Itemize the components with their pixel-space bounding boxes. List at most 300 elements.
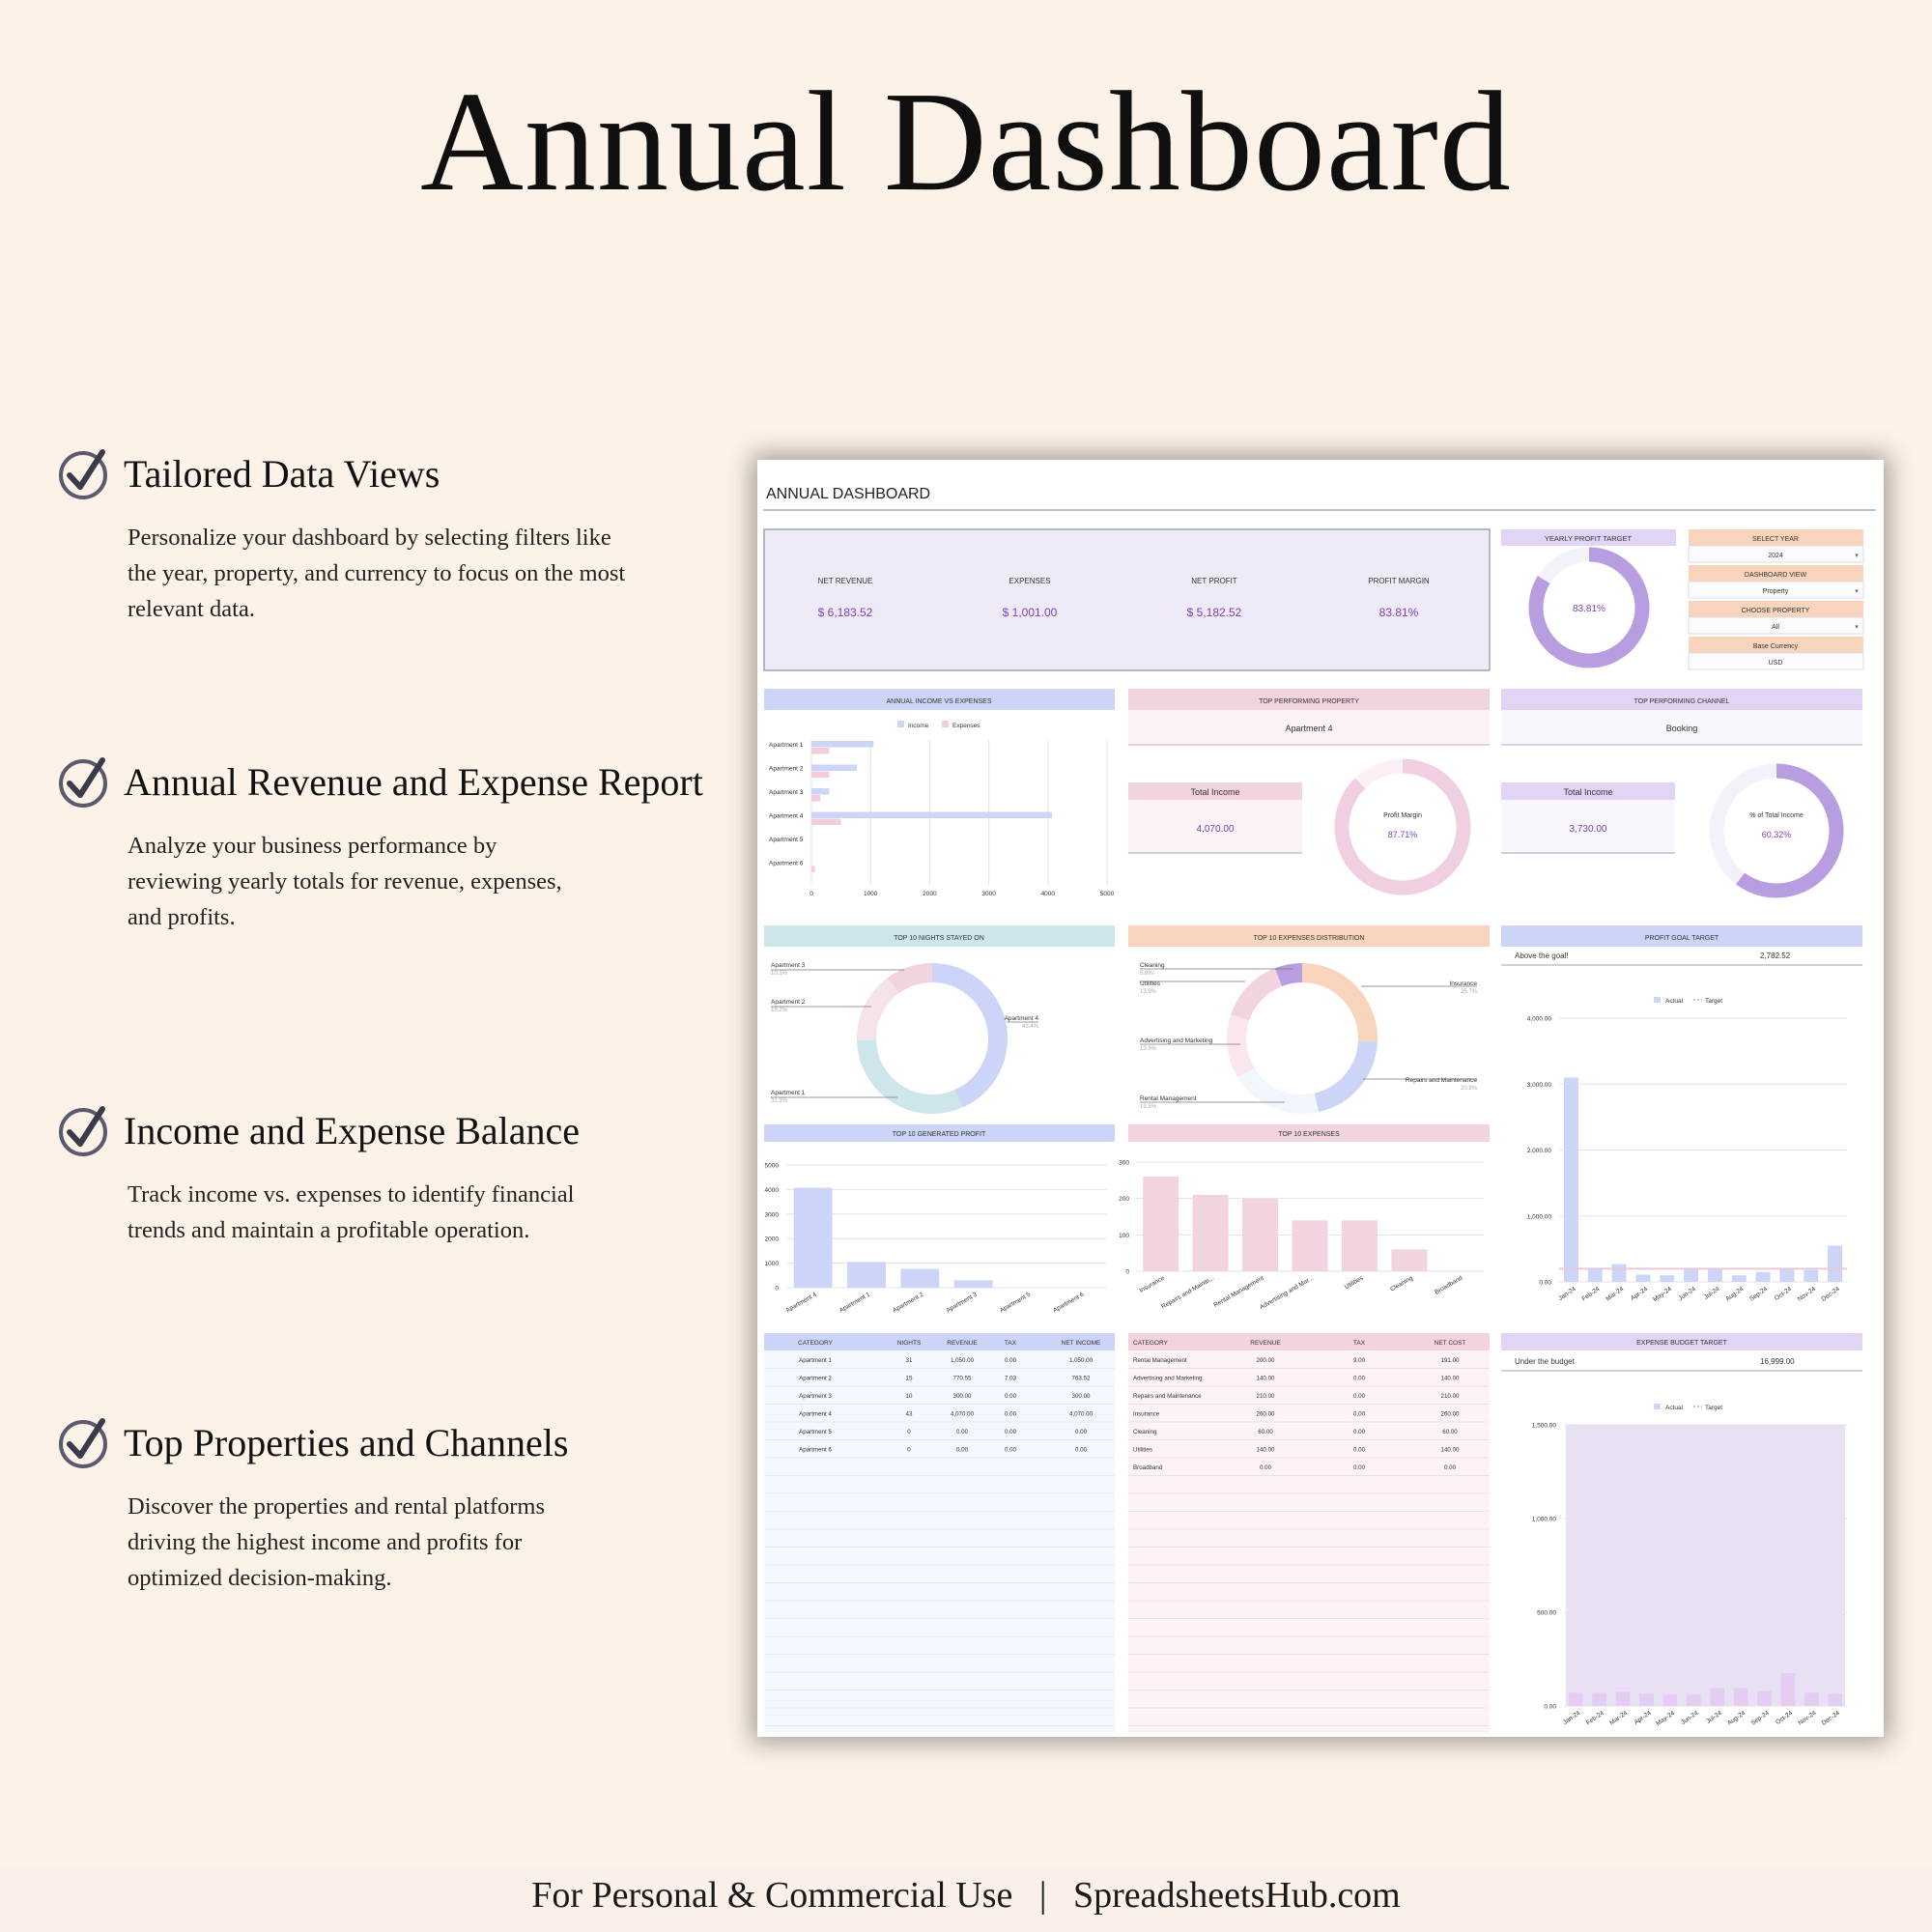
slice-label: Rental Management	[1140, 1095, 1197, 1102]
table-cell: 0.00	[1443, 1464, 1457, 1471]
bar	[811, 765, 857, 772]
slice-label: Utilities	[1140, 980, 1160, 987]
x-tick-label: Rental Management	[1212, 1274, 1265, 1310]
footer-separator: |	[1038, 1875, 1047, 1916]
table-cell: 210.00	[1440, 1393, 1460, 1400]
table-cell: 31	[905, 1357, 913, 1364]
table-cell: 4,070.00	[1068, 1410, 1094, 1418]
table-cell: Rental Management	[1133, 1357, 1187, 1364]
slice-percent: 5.9%	[1140, 971, 1153, 977]
check-circle-icon	[56, 1415, 110, 1469]
filter-value: Property	[1762, 588, 1789, 595]
bar	[1663, 1694, 1678, 1706]
kpi-label: EXPENSES	[1009, 577, 1051, 585]
top-channel-ring-label: % of Total Income	[1749, 812, 1804, 819]
y-tick-label: 2000	[764, 1236, 779, 1243]
legend-label: Expenses	[952, 723, 980, 729]
bar	[1732, 1275, 1747, 1282]
profit-goal-chart	[1527, 997, 1847, 1303]
expenses-distribution-header: TOP 10 EXPENSES DISTRIBUTION	[1253, 935, 1365, 942]
table-cell: Broadband	[1133, 1464, 1163, 1471]
x-tick-label: Utilities	[1343, 1274, 1365, 1292]
table-cell: 60.00	[1442, 1429, 1458, 1435]
x-tick-label: Jul-24	[1703, 1285, 1721, 1301]
filter-value: 2024	[1768, 553, 1783, 559]
donut-slice	[1246, 1072, 1317, 1104]
table-cell: Apartment 6	[799, 1446, 832, 1454]
x-tick-label: 1000	[863, 891, 878, 897]
top-channel-total-label: Total Income	[1563, 787, 1613, 797]
legend-label: Actual	[1665, 998, 1684, 1005]
profit-goal-header: PROFIT GOAL TARGET	[1644, 935, 1719, 942]
feature-title: Annual Revenue and Expense Report	[124, 759, 703, 804]
y-tick-label: 300	[1119, 1159, 1129, 1167]
table-cell: 0	[907, 1446, 911, 1454]
feature-income-expense-balance	[56, 1103, 732, 1248]
table-cell: 0.00	[1259, 1464, 1272, 1471]
y-tick-label: Apartment 1	[769, 742, 804, 749]
slice-label: Advertising and Marketing	[1140, 1037, 1213, 1044]
bar	[1710, 1689, 1724, 1706]
generated-profit-chart	[765, 1163, 1107, 1315]
table-cell: 0.00	[1004, 1357, 1017, 1364]
legend-swatch	[897, 721, 904, 727]
legend-label: Actual	[1665, 1405, 1684, 1411]
properties-table	[764, 1333, 1115, 1737]
x-tick-label: May-24	[1655, 1709, 1677, 1728]
x-tick-label: Nov-24	[1796, 1285, 1817, 1303]
feature-description: Personalize your dashboard by selecting filters like the year, property, and currency to focus on the most relevant data.	[128, 525, 626, 622]
x-tick-label: Aug-24	[1726, 1709, 1747, 1727]
table-cell: 0	[907, 1429, 911, 1435]
slice-label: Cleaning	[1140, 962, 1165, 969]
x-tick-label: Dec-24	[1820, 1709, 1841, 1727]
legend-label: Target	[1705, 1405, 1723, 1411]
top-property-header: TOP PERFORMING PROPERTY	[1259, 698, 1359, 705]
bar	[1757, 1690, 1772, 1706]
y-tick-label: 5000	[764, 1162, 779, 1170]
column-header: NIGHTS	[896, 1340, 922, 1347]
kpi-value: $ 5,182.52	[1186, 606, 1242, 619]
table-cell: Apartment 2	[799, 1375, 832, 1382]
table-cell: 191.00	[1440, 1357, 1460, 1364]
donut-slice	[894, 973, 932, 985]
column-header: REVENUE	[947, 1340, 978, 1347]
top-property-ring-value: 87.71%	[1387, 830, 1418, 839]
table-cell: 0.00	[1352, 1464, 1366, 1471]
x-tick-label: Advertising and Mar...	[1259, 1274, 1315, 1312]
table-cell: Apartment 5	[799, 1429, 832, 1435]
expense-budget-value: 16,999.00	[1760, 1357, 1795, 1366]
table-cell: 0.00	[955, 1446, 969, 1454]
table-cell: 140.00	[1256, 1446, 1275, 1454]
table-body-bg	[764, 1350, 1115, 1733]
footer	[0, 1866, 1932, 1932]
bar	[811, 812, 1052, 819]
feature-description: Discover the properties and rental platforms driving the highest income and profits for optimized decision-making.	[128, 1493, 546, 1591]
x-tick-label: Repairs and Mainte...	[1160, 1274, 1216, 1311]
kpi-value: $ 1,001.00	[1002, 606, 1058, 619]
x-tick-label: Apartment 2	[892, 1291, 925, 1315]
dashboard-canvas	[757, 460, 1884, 1737]
bar	[811, 795, 820, 802]
bar	[1708, 1268, 1722, 1282]
x-tick-label: Mar-24	[1608, 1709, 1630, 1727]
top-channel-name: Booking	[1665, 724, 1698, 733]
x-tick-label: 4000	[1040, 891, 1056, 897]
filter-label: CHOOSE PROPERTY	[1741, 608, 1810, 614]
table-cell: 43	[905, 1410, 913, 1418]
bar	[1616, 1691, 1631, 1706]
table-cell: 300.00	[1071, 1393, 1091, 1400]
table-cell: 0.00	[1074, 1429, 1088, 1435]
slice-percent: 31.3%	[771, 1098, 788, 1104]
bar	[1828, 1245, 1842, 1282]
x-tick-label: 3000	[981, 891, 996, 897]
table-cell: 0.00	[1352, 1393, 1366, 1400]
x-tick-label: Jan-24	[1557, 1285, 1577, 1303]
slice-percent: 20.8%	[1460, 1086, 1477, 1092]
x-tick-label: Oct-24	[1774, 1285, 1794, 1302]
donut-slice	[1317, 1041, 1368, 1102]
table-cell: 0.00	[1352, 1410, 1366, 1418]
top-property-total-label: Total Income	[1190, 787, 1240, 797]
slice-label: Apartment 2	[771, 999, 806, 1006]
kpi-label: PROFIT MARGIN	[1368, 577, 1430, 585]
table-cell: Repairs and Maintenance	[1133, 1393, 1202, 1400]
chevron-down-icon: ▾	[1855, 553, 1859, 559]
bar	[1569, 1692, 1583, 1706]
y-tick-label: Apartment 3	[769, 789, 804, 796]
expenses-distribution-donut	[1140, 962, 1478, 1110]
bar	[900, 1269, 939, 1288]
expense-budget-header: EXPENSE BUDGET TARGET	[1636, 1340, 1727, 1347]
bar	[1242, 1199, 1278, 1271]
table-cell: 9.00	[1352, 1357, 1366, 1364]
table-cell: 0.00	[1352, 1429, 1366, 1435]
column-header: REVENUE	[1250, 1340, 1281, 1347]
column-header: TAX	[1004, 1340, 1017, 1347]
table-cell: 260.00	[1256, 1410, 1275, 1418]
top-channel-header: TOP PERFORMING CHANNEL	[1634, 698, 1730, 705]
bar	[811, 741, 873, 748]
table-cell: 60.00	[1258, 1429, 1273, 1435]
check-circle-icon	[56, 754, 110, 809]
donut-slice	[867, 1039, 958, 1104]
table-cell: Apartment 4	[799, 1410, 832, 1418]
bar	[1592, 1692, 1606, 1706]
x-tick-label: Oct-24	[1775, 1709, 1795, 1726]
x-tick-label: 0	[810, 891, 813, 897]
feature-annual-report	[56, 754, 732, 935]
slice-percent: 43.4%	[1021, 1024, 1038, 1030]
expense-budget-status: Under the budget	[1515, 1357, 1575, 1366]
bar	[1612, 1264, 1627, 1282]
table-cell: 140.00	[1440, 1446, 1460, 1454]
income-vs-expenses-chart	[769, 721, 1115, 897]
column-header: CATEGORY	[798, 1340, 833, 1347]
feature-description: Analyze your business performance by reviewing yearly totals for revenue, expenses, and profits.	[128, 833, 562, 930]
x-tick-label: Feb-24	[1580, 1285, 1602, 1303]
slice-label: Apartment 4	[1004, 1015, 1038, 1022]
feature-title: Top Properties and Channels	[124, 1420, 569, 1464]
x-tick-label: Apartment 5	[998, 1291, 1032, 1315]
y-tick-label: Apartment 2	[769, 765, 804, 773]
slice-percent: 13.9%	[1140, 1046, 1157, 1052]
column-header: NET COST	[1434, 1340, 1466, 1347]
table-cell: 770.55	[952, 1375, 972, 1382]
x-tick-label: Sep-24	[1749, 1709, 1771, 1727]
table-cell: 0.00	[1004, 1446, 1017, 1454]
feature-description: Track income vs. expenses to identify financial trends and maintain a profitable operation.	[128, 1181, 575, 1243]
yearly-profit-target-value: 83.81%	[1573, 604, 1605, 614]
slice-label: Apartment 3	[771, 962, 806, 969]
donut-slice	[867, 985, 894, 1039]
legend-label: Target	[1705, 998, 1723, 1005]
bar	[1779, 1269, 1794, 1282]
feature-top-properties-channels	[56, 1415, 732, 1596]
page-title: Annual Dashboard	[420, 63, 1512, 221]
table-cell: 260.00	[1440, 1410, 1460, 1418]
bar	[1391, 1249, 1427, 1271]
profit-goal-status: Above the goal!	[1515, 952, 1569, 960]
top-nights-header: TOP 10 NIGHTS STAYED ON	[894, 935, 984, 942]
donut-slice	[1302, 973, 1368, 1041]
slice-percent: 25.7%	[1460, 989, 1477, 995]
x-tick-label: 2000	[923, 891, 937, 897]
table-cell: 7.03	[1004, 1375, 1017, 1382]
y-tick-label: 100	[1119, 1232, 1129, 1239]
table-cell: Apartment 3	[799, 1393, 832, 1400]
table-cell: 0.00	[1004, 1410, 1017, 1418]
income-vs-expenses-header: ANNUAL INCOME VS EXPENSES	[886, 698, 992, 705]
x-tick-label: Jun-24	[1680, 1709, 1700, 1727]
x-tick-label: Apartment 1	[838, 1291, 871, 1315]
slice-percent: 19.8%	[1140, 1104, 1157, 1110]
bar	[811, 772, 829, 779]
slice-percent: 13.9%	[1140, 989, 1157, 995]
check-circle-icon	[56, 1103, 110, 1157]
table-cell: 210.00	[1256, 1393, 1275, 1400]
expenses-table	[1128, 1333, 1490, 1737]
x-tick-label: Apartment 4	[784, 1291, 818, 1315]
y-tick-label: 1,000.00	[1531, 1516, 1556, 1523]
legend-swatch	[1654, 997, 1661, 1003]
y-tick-label: 3000	[764, 1211, 779, 1219]
kpi-value: $ 6,183.52	[817, 606, 873, 619]
feature-title: Tailored Data Views	[124, 451, 440, 496]
table-cell: 0.00	[1352, 1446, 1366, 1454]
x-tick-label: Aug-24	[1724, 1285, 1746, 1303]
bar	[1588, 1269, 1603, 1282]
top-expenses-header: TOP 10 EXPENSES	[1278, 1131, 1340, 1138]
filter-value: USD	[1768, 660, 1783, 667]
table-cell: 0.00	[1074, 1446, 1088, 1454]
bar	[1781, 1673, 1796, 1706]
x-tick-label: Broadband	[1434, 1274, 1464, 1296]
bar	[811, 819, 841, 826]
slice-percent: 15.2%	[771, 1008, 788, 1013]
footer-license: For Personal & Commercial Use	[531, 1875, 1013, 1916]
top-property-name: Apartment 4	[1285, 724, 1333, 733]
donut-slice	[1278, 973, 1302, 978]
y-tick-label: 1,500.00	[1531, 1422, 1556, 1430]
bar	[1804, 1270, 1818, 1282]
bar	[1639, 1693, 1654, 1706]
bar	[1828, 1693, 1842, 1706]
table-cell: 763.52	[1071, 1375, 1091, 1382]
x-tick-label: Sep-24	[1748, 1285, 1770, 1303]
generated-profit-header: TOP 10 GENERATED PROFIT	[892, 1131, 986, 1138]
table-cell: 300.00	[952, 1393, 972, 1400]
x-tick-label: Mar-24	[1605, 1285, 1626, 1303]
donut-slice	[932, 973, 998, 1098]
table-cell: Utilities	[1133, 1446, 1152, 1454]
bar	[1687, 1694, 1701, 1706]
x-tick-label: Insurance	[1138, 1274, 1166, 1295]
x-tick-label: Jul-24	[1705, 1709, 1723, 1725]
y-tick-label: 0	[1125, 1268, 1129, 1276]
table-cell: 10	[905, 1393, 913, 1400]
x-tick-label: May-24	[1652, 1285, 1673, 1304]
kpi-panel	[764, 529, 1490, 670]
top-channel-ring-value: 60.32%	[1761, 830, 1792, 839]
bar	[1635, 1274, 1650, 1282]
column-header: TAX	[1352, 1340, 1366, 1347]
table-cell: Apartment 1	[799, 1357, 832, 1364]
table-cell: 15	[905, 1375, 913, 1382]
bar	[1143, 1177, 1179, 1271]
table-cell: 0.00	[955, 1429, 969, 1435]
top-property-ring	[1342, 766, 1463, 888]
x-tick-label: Cleaning	[1389, 1274, 1414, 1293]
y-tick-label: 4,000.00	[1526, 1015, 1551, 1023]
slice-label: Repairs and Maintenance	[1405, 1077, 1477, 1084]
donut-slice	[1236, 1017, 1246, 1072]
column-header: NET INCOME	[1061, 1340, 1101, 1347]
bar	[811, 788, 829, 795]
ring-progress	[1342, 766, 1463, 888]
dashboard-screenshot	[757, 460, 1884, 1737]
footer-website[interactable]: SpreadsheetsHub.com	[1072, 1875, 1401, 1916]
table-cell: 4,070.00	[950, 1410, 975, 1418]
table-cell: 140.00	[1256, 1375, 1275, 1382]
dashboard-title: ANNUAL DASHBOARD	[766, 486, 931, 502]
bar	[1756, 1272, 1771, 1282]
x-tick-label: Jan-24	[1562, 1709, 1582, 1727]
bar	[1193, 1195, 1229, 1271]
y-tick-label: 1000	[764, 1261, 779, 1268]
chevron-down-icon: ▾	[1855, 624, 1859, 631]
slice-percent: 10.1%	[771, 971, 788, 977]
feature-tailored-data-views	[56, 446, 732, 627]
filter-value: All	[1772, 624, 1779, 631]
legend-swatch	[942, 721, 949, 727]
table-cell: 0.00	[1004, 1429, 1017, 1435]
x-tick-label: Apr-24	[1630, 1285, 1650, 1302]
x-tick-label: Apartment 3	[945, 1291, 979, 1315]
x-tick-label: Dec-24	[1820, 1285, 1841, 1303]
kpi-label: NET PROFIT	[1191, 577, 1237, 585]
table-cell: 0.00	[1352, 1375, 1366, 1382]
profit-goal-value: 2,782.52	[1760, 952, 1791, 960]
legend-label: Income	[908, 723, 929, 729]
table-cell: Cleaning	[1133, 1429, 1157, 1435]
yearly-profit-target-header: YEARLY PROFIT TARGET	[1544, 534, 1633, 543]
top-expenses-chart	[1119, 1160, 1484, 1312]
bar	[794, 1188, 833, 1288]
bar	[1660, 1275, 1674, 1282]
bar	[1342, 1220, 1378, 1271]
feature-title: Income and Expense Balance	[124, 1108, 581, 1152]
y-tick-label: 0.00	[1539, 1279, 1551, 1287]
filter-label: SELECT YEAR	[1752, 536, 1799, 543]
filter-label: Base Currency	[1752, 643, 1799, 650]
y-tick-label: 0	[775, 1285, 779, 1293]
y-tick-label: 2,000.00	[1526, 1148, 1551, 1154]
filter-panel	[1689, 529, 1863, 669]
y-tick-label: 1,000.00	[1526, 1213, 1551, 1221]
bar	[811, 748, 829, 754]
y-tick-label: 500.00	[1537, 1609, 1556, 1617]
bar	[1564, 1077, 1578, 1282]
table-cell: 0.00	[1004, 1393, 1017, 1400]
kpi-label: NET REVENUE	[817, 577, 873, 585]
y-tick-label: 0.00	[1544, 1703, 1556, 1711]
top-nights-donut	[771, 962, 1039, 1104]
target-area	[1566, 1425, 1845, 1706]
table-cell: 200.00	[1256, 1357, 1275, 1364]
bar	[954, 1280, 993, 1288]
table-cell: Advertising and Marketing	[1133, 1375, 1203, 1382]
check-circle-icon	[56, 446, 110, 500]
slice-label: Apartment 1	[771, 1090, 806, 1096]
top-channel-total: 3,730.00	[1569, 824, 1607, 835]
bar	[811, 867, 815, 873]
y-tick-label: Apartment 6	[769, 860, 804, 867]
x-tick-label: Apr-24	[1633, 1709, 1653, 1726]
y-tick-label: Apartment 5	[769, 837, 804, 843]
top-property-total: 4,070.00	[1196, 824, 1235, 835]
bar	[1804, 1692, 1819, 1706]
table-body-bg	[1128, 1350, 1490, 1733]
kpi-value: 83.81%	[1378, 606, 1419, 619]
bar	[847, 1262, 886, 1288]
y-tick-label: Apartment 4	[769, 812, 804, 820]
chevron-down-icon: ▾	[1855, 588, 1859, 595]
top-property-ring-label: Profit Margin	[1383, 812, 1422, 819]
x-tick-label: 5000	[1099, 891, 1115, 897]
expense-budget-chart	[1532, 1404, 1847, 1727]
column-header: CATEGORY	[1133, 1340, 1168, 1347]
x-tick-label: Jun-24	[1677, 1285, 1697, 1303]
table-cell: 1,050.00	[1068, 1357, 1094, 1364]
bar	[1684, 1268, 1698, 1282]
donut-slice	[1240, 978, 1279, 1018]
bar	[1734, 1689, 1748, 1706]
y-tick-label: 200	[1119, 1196, 1129, 1204]
table-cell: 1,050.00	[950, 1357, 975, 1364]
table-cell: Insurance	[1133, 1410, 1160, 1418]
bar	[1292, 1220, 1327, 1271]
table-cell: 140.00	[1440, 1375, 1460, 1382]
x-tick-label: Feb-24	[1584, 1709, 1605, 1727]
y-tick-label: 4000	[764, 1186, 779, 1194]
legend-swatch	[1654, 1404, 1661, 1409]
filter-label: DASHBOARD VIEW	[1744, 572, 1807, 579]
y-tick-label: 3,000.00	[1526, 1081, 1551, 1089]
x-tick-label: Nov-24	[1797, 1709, 1818, 1727]
